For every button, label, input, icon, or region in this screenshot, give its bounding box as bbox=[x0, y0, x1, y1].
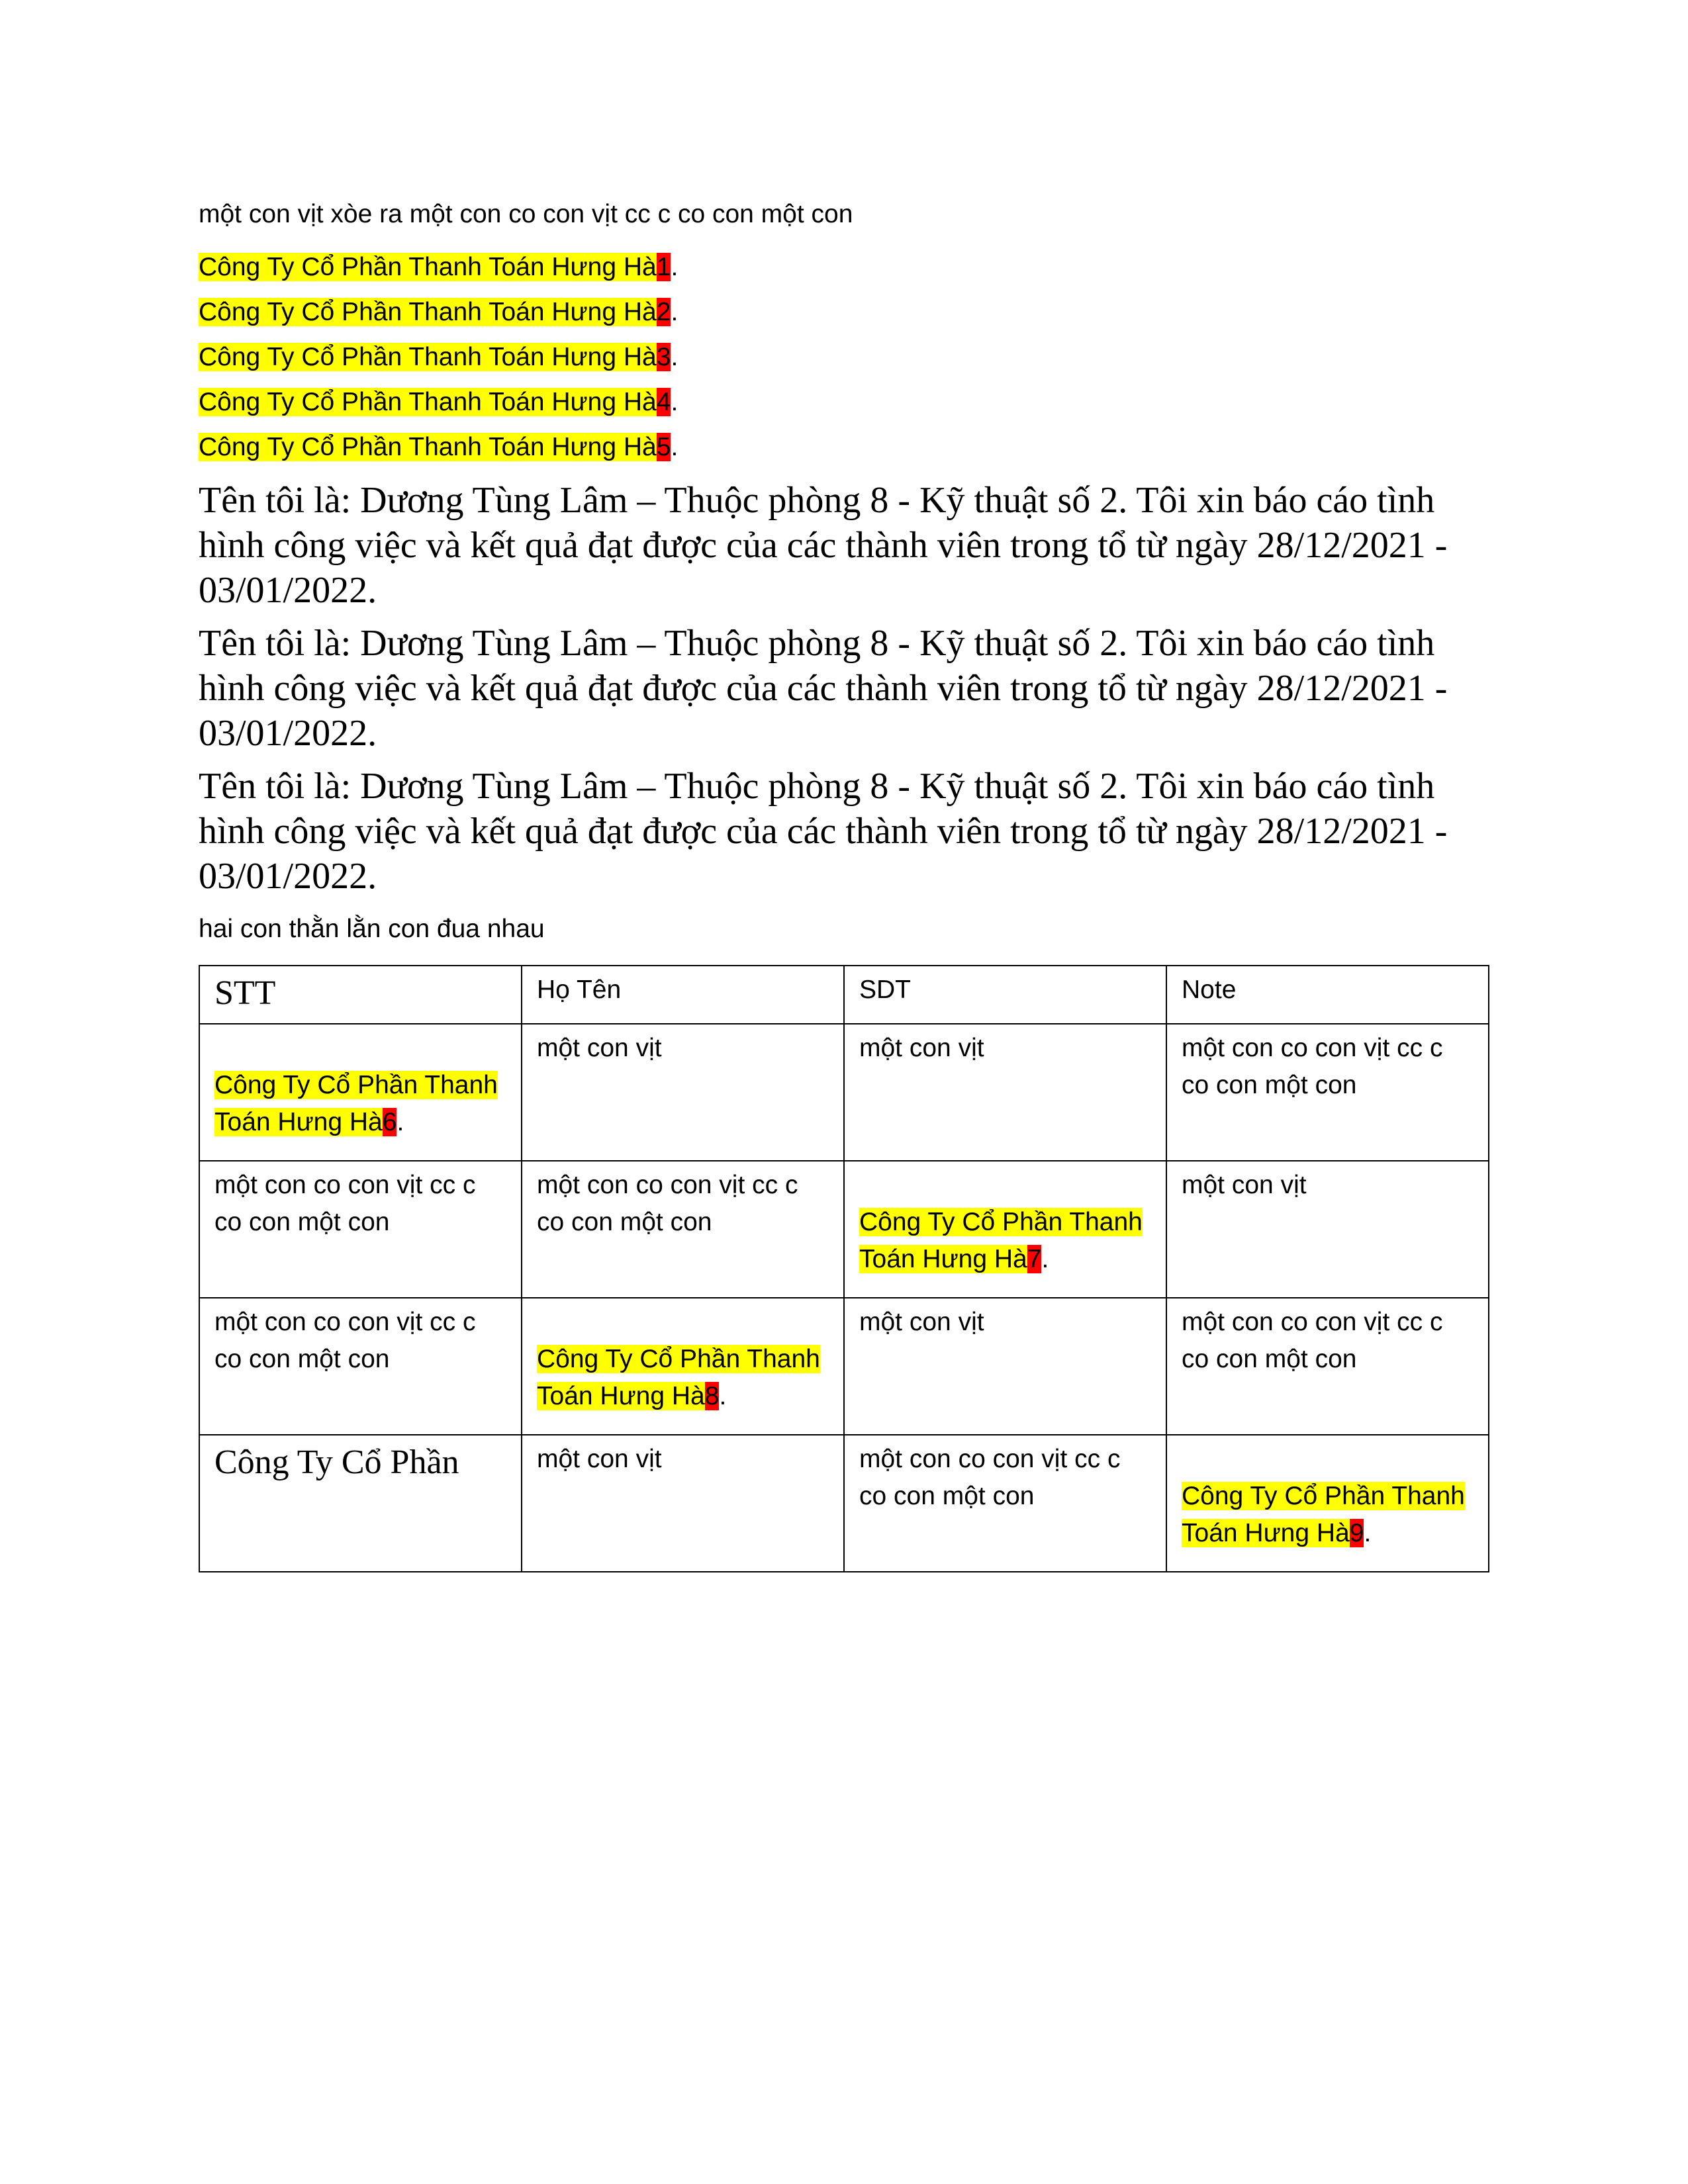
highlight-text: Công Ty Cổ Phần Thanh Toán Hưng Hà bbox=[199, 253, 657, 281]
highlight-punct: . bbox=[671, 433, 679, 461]
highlight-text: Công Ty Cổ Phần Thanh Toán Hưng Hà bbox=[199, 433, 657, 461]
table-cell: một con co con vịt cc c co con một con bbox=[1166, 1298, 1489, 1435]
document-page bbox=[199, 192, 1489, 1572]
table-cell: Công Ty Cổ Phần Thanh Toán Hưng Hà9. bbox=[1166, 1435, 1489, 1572]
table-cell: một con vịt bbox=[844, 1024, 1166, 1161]
header-cell-note: Note bbox=[1166, 966, 1489, 1024]
highlight-number: 3 bbox=[656, 343, 671, 371]
table-cell: Công Ty Cổ Phần Thanh Toán Hưng Hà6. bbox=[199, 1024, 522, 1161]
highlight-punct: . bbox=[671, 388, 679, 416]
table-row bbox=[199, 1161, 1489, 1298]
highlight-text: Công Ty Cổ Phần Thanh Toán Hưng Hà bbox=[199, 343, 657, 371]
data-table bbox=[199, 965, 1489, 1572]
header-cell-stt: STT bbox=[199, 966, 522, 1024]
highlight-punct: . bbox=[671, 298, 679, 326]
table-row bbox=[199, 1024, 1489, 1161]
table-cell: Công Ty Cổ Phần bbox=[199, 1435, 522, 1572]
highlight-punct: . bbox=[671, 343, 679, 371]
table-cell: một con co con vịt cc c co con một con bbox=[844, 1435, 1166, 1572]
highlight-number: 7 bbox=[1027, 1245, 1042, 1273]
table-cell: Công Ty Cổ Phần Thanh Toán Hưng Hà8. bbox=[522, 1298, 844, 1435]
report-paragraph: Tên tôi là: Dương Tùng Lâm – Thuộc phòng 8 - Kỹ thuật số 2. Tôi xin báo cáo tình hình công việc và kết quả đạt được của các thành viên trong tổ từ ngày 28/12/2021 - 03/01/2022. bbox=[199, 480, 1448, 611]
highlight-text: Công Ty Cổ Phần Thanh Toán Hưng Hà bbox=[859, 1208, 1143, 1273]
highlight-line bbox=[199, 290, 1489, 335]
table-row bbox=[199, 1435, 1489, 1572]
highlight-number: 4 bbox=[656, 388, 671, 416]
highlight-text: Công Ty Cổ Phần Thanh Toán Hưng Hà bbox=[199, 298, 657, 326]
highlight-line bbox=[199, 245, 1489, 290]
header-cell-sdt: SDT bbox=[844, 966, 1166, 1024]
highlight-text: Công Ty Cổ Phần Thanh Toán Hưng Hà bbox=[199, 388, 657, 416]
highlight-punct: . bbox=[671, 253, 679, 281]
report-paragraph: Tên tôi là: Dương Tùng Lâm – Thuộc phòng 8 - Kỹ thuật số 2. Tôi xin báo cáo tình hình công việc và kết quả đạt được của các thành viên trong tổ từ ngày 28/12/2021 - 03/01/2022. bbox=[199, 623, 1448, 754]
highlight-text: Công Ty Cổ Phần Thanh Toán Hưng Hà bbox=[1182, 1482, 1465, 1547]
table-cell: một con co con vịt cc c co con một con bbox=[1166, 1024, 1489, 1161]
highlight-number: 5 bbox=[656, 433, 671, 461]
header-cell-ho-ten: Họ Tên bbox=[522, 966, 844, 1024]
table-cell: một con co con vịt cc c co con một con bbox=[199, 1161, 522, 1298]
highlight-line bbox=[199, 425, 1489, 470]
report-paragraph: Tên tôi là: Dương Tùng Lâm – Thuộc phòng 8 - Kỹ thuật số 2. Tôi xin báo cáo tình hình công việc và kết quả đạt được của các thành viên trong tổ từ ngày 28/12/2021 - 03/01/2022. bbox=[199, 766, 1448, 897]
table-cell: một con vịt bbox=[522, 1024, 844, 1161]
table-caption: hai con thằn lằn con đua nhau bbox=[199, 915, 545, 943]
table-cell: một con co con vịt cc c co con một con bbox=[199, 1298, 522, 1435]
table-cell: một con vịt bbox=[1166, 1161, 1489, 1298]
highlight-number: 2 bbox=[656, 298, 671, 326]
highlight-list bbox=[199, 245, 1489, 470]
table-cell: một con co con vịt cc c co con một con bbox=[522, 1161, 844, 1298]
table-row bbox=[199, 1298, 1489, 1435]
table-cell: Công Ty Cổ Phần Thanh Toán Hưng Hà7. bbox=[844, 1161, 1166, 1298]
highlight-number: 6 bbox=[382, 1108, 397, 1136]
highlight-line bbox=[199, 335, 1489, 380]
highlight-number: 1 bbox=[656, 253, 671, 281]
table-cell: một con vịt bbox=[522, 1435, 844, 1572]
highlight-number: 8 bbox=[704, 1382, 720, 1410]
highlight-number: 9 bbox=[1349, 1519, 1364, 1547]
highlight-line bbox=[199, 380, 1489, 425]
table-cell: một con vịt bbox=[844, 1298, 1166, 1435]
highlight-text: Công Ty Cổ Phần Thanh Toán Hưng Hà bbox=[537, 1345, 820, 1410]
intro-line: một con vịt xòe ra một con co con vịt cc c co con một con bbox=[199, 200, 853, 228]
table-header-row bbox=[199, 966, 1489, 1024]
highlight-text: Công Ty Cổ Phần Thanh Toán Hưng Hà bbox=[214, 1071, 498, 1136]
